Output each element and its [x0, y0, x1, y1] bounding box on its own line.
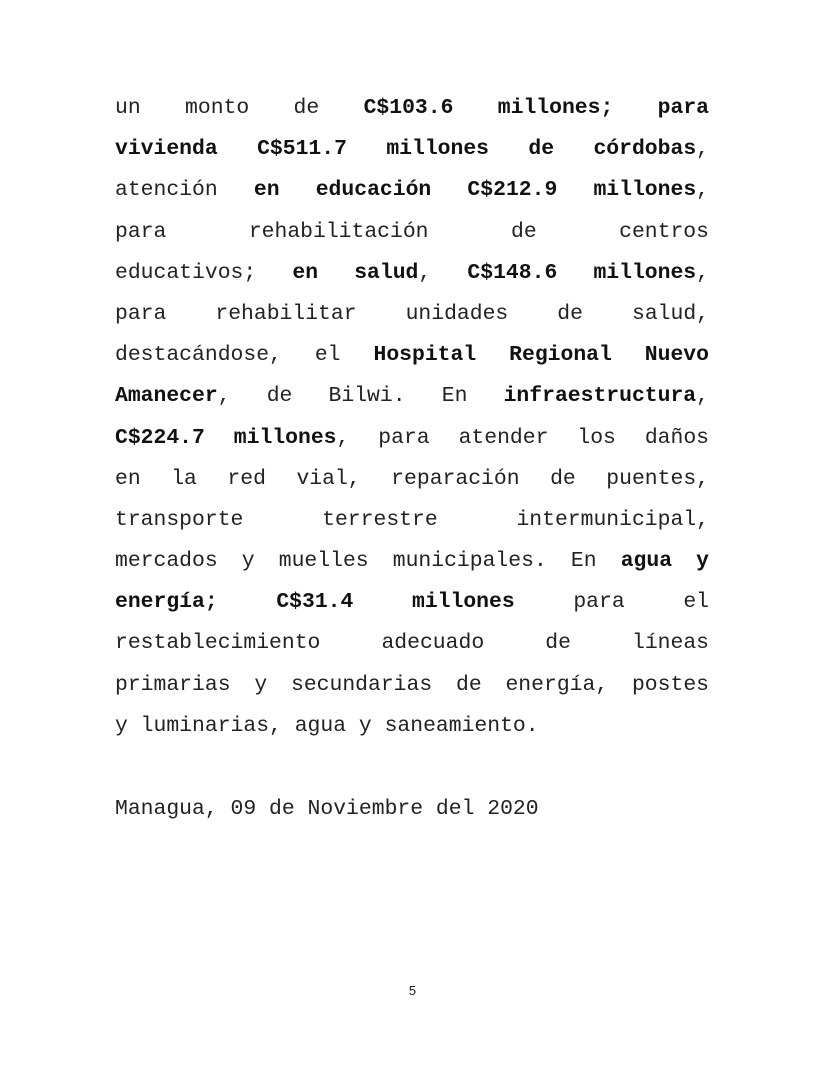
text-run: ,	[696, 384, 709, 409]
paragraph-line	[115, 335, 709, 376]
text-run: educativos;	[115, 260, 293, 285]
paragraph-line	[115, 582, 709, 623]
text-run: ,	[418, 260, 468, 285]
paragraph-line	[115, 294, 709, 335]
text-run: un monto de	[115, 96, 364, 120]
bold-text-run: C$148.6 millones	[467, 260, 697, 285]
paragraph-line	[115, 459, 709, 500]
paragraph-line	[115, 88, 709, 129]
paragraph-line	[115, 418, 709, 459]
text-run: primarias y secundarias de energía, postes	[115, 672, 709, 697]
paragraph-line	[115, 170, 709, 211]
bold-text-run: energía; C$31.4 millones	[115, 590, 515, 615]
bold-text-run: infraestructura	[503, 384, 697, 409]
text-run: ,	[696, 178, 709, 203]
text-run: restablecimiento adecuado de líneas	[115, 631, 709, 656]
text-run: destacándose, el	[115, 343, 374, 368]
paragraph-line	[115, 500, 709, 541]
bold-text-run: vivienda C$511.7 millones de córdobas	[115, 137, 697, 162]
bold-text-run: Hospital Regional Nuevo	[373, 343, 709, 368]
text-run: para rehabilitación de centros	[115, 219, 709, 244]
text-run: para el	[514, 590, 709, 615]
paragraph-line	[115, 212, 709, 253]
text-run: en la red vial, reparación de puentes,	[115, 466, 709, 491]
bold-text-run: en educación C$212.9 millones	[253, 178, 697, 203]
bold-text-run: C$103.6 millones; para	[363, 96, 709, 120]
bold-text-run: en salud	[292, 260, 419, 285]
paragraph-line	[115, 665, 709, 706]
page-number: 5	[408, 983, 417, 998]
bold-text-run: Amanecer	[115, 384, 218, 409]
text-run: para rehabilitar unidades de salud,	[115, 301, 709, 326]
paragraph-line	[115, 541, 709, 582]
text-run: , de Bilwi. En	[217, 384, 504, 409]
text-run: , para atender los daños	[336, 425, 710, 450]
text-run: mercados y muelles municipales. En	[115, 549, 621, 574]
body-paragraph	[115, 88, 709, 747]
text-run: ,	[696, 137, 709, 162]
paragraph-line	[115, 376, 709, 417]
paragraph-line	[115, 706, 709, 747]
closing-place-date: Managua, 09 de Noviembre del 2020	[115, 797, 539, 821]
bold-text-run: C$224.7 millones	[115, 425, 337, 450]
paragraph-line	[115, 129, 709, 170]
text-run: transporte terrestre intermunicipal,	[115, 507, 709, 532]
text-run: y luminarias, agua y saneamiento.	[115, 713, 539, 738]
text-run: ,	[696, 260, 709, 285]
paragraph-line	[115, 253, 709, 294]
text-run: atención	[115, 178, 254, 203]
bold-text-run: agua y	[620, 549, 709, 574]
paragraph-line	[115, 623, 709, 664]
